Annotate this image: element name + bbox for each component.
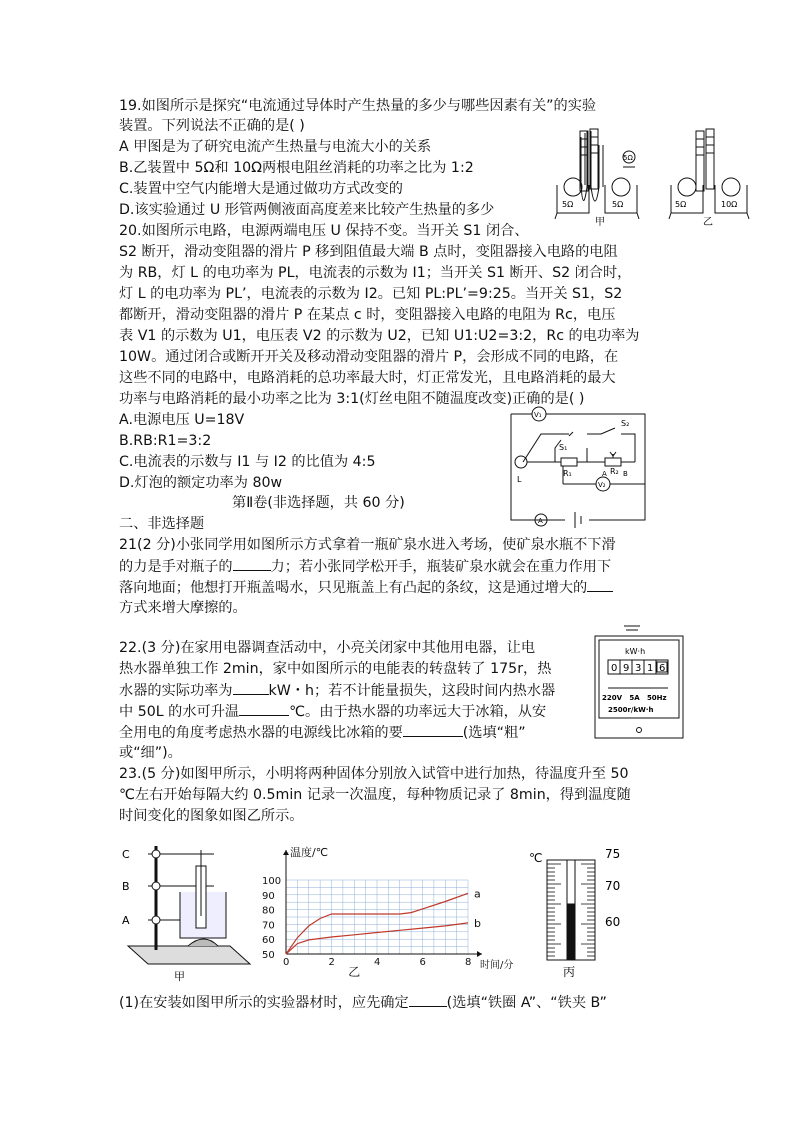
series-label-b: b — [474, 916, 481, 930]
q19-fig-caption-right: 乙 — [703, 217, 713, 228]
meter-spec: 220V 5A 50Hz — [602, 694, 667, 702]
part2-heading: 二、非选择题 — [119, 516, 205, 532]
meter-digit-3: 3 — [635, 663, 642, 674]
x-tick-label: 8 — [465, 957, 472, 968]
q22-line4-a: 中 50L 的水可升温 — [119, 704, 240, 720]
q19-fig-r2: 5Ω — [612, 200, 624, 209]
meter-digit-1: 0 — [611, 663, 618, 674]
q20-line9: 功率与电路消耗的最小功率之比为 3:1(灯丝电阻不随温度改变)正确的是( ) — [119, 391, 585, 407]
q22-line2: 热水器单独工作 2min，家中如图所示的电能表的转盘转了 175r，热 — [119, 661, 552, 677]
apparatus-label-c: C — [122, 848, 130, 861]
q22-line5-a: 全用电的角度考虑热水器的电源线比冰箱的要 — [119, 725, 403, 741]
apparatus-caption: 甲 — [174, 970, 185, 983]
q22-line3-a: 水器的实际功率为 — [119, 683, 233, 699]
q20-fig-s2: S₂ — [621, 419, 630, 428]
q20-fig-pb: B — [623, 470, 628, 478]
y-tick-label: 90 — [262, 890, 275, 902]
y-tick-label: 50 — [262, 950, 275, 961]
q20-option-c: C.电流表的示数与 I1 与 I2 的比值为 4:5 — [119, 454, 376, 470]
q19-fig-r3: 5Ω — [675, 200, 687, 209]
apparatus-label-b: B — [122, 880, 130, 893]
thermo-unit: ℃ — [529, 851, 543, 865]
q21-line4: 方式来增大摩擦的。 — [119, 600, 247, 616]
chart-caption: 乙 — [348, 965, 361, 979]
q20-fig-ammeter: A — [538, 517, 543, 525]
apparatus-label-a: A — [122, 914, 130, 927]
q23-sub1 — [119, 992, 607, 1013]
temperature-time-chart — [258, 842, 514, 982]
q19-option-a: A 甲图是为了研究电流产生热量与电流大小的关系 — [119, 139, 432, 155]
q20-fig-r2: R₂ — [610, 467, 619, 476]
thermo-75: 75 — [605, 847, 621, 861]
q20-line8: 这些不同的电路中，电路消耗的总功率最大时，灯正常发光，且电路消耗的最大 — [119, 370, 616, 386]
thermo-60: 60 — [605, 915, 621, 929]
q21-blank-1[interactable] — [233, 556, 271, 571]
q21-line2 — [119, 556, 611, 577]
x-tick-label: 0 — [283, 957, 290, 968]
q19-option-b: B.乙装置中 5Ω和 10Ω两根电阻丝消耗的功率之比为 1:2 — [119, 160, 474, 176]
q19-fig-r4: 10Ω — [721, 200, 738, 209]
q19-fig-top-r: 5Ω — [623, 154, 633, 162]
q23-thermometer-figure — [525, 846, 635, 980]
q23-sub1-a: (1)在安装如图甲所示的实验器材时，应先确定 — [119, 995, 409, 1011]
y-tick-label: 100 — [262, 876, 282, 887]
y-tick-label: 60 — [262, 935, 275, 947]
q19-figure — [553, 127, 755, 227]
x-tick-label: 4 — [374, 957, 381, 968]
q19-fig-r1: 5Ω — [562, 200, 574, 209]
q20-fig-v1: V₁ — [534, 411, 542, 419]
q22-line3-b: kW・h；若不计能量损失，这段时间内热水器 — [268, 683, 556, 699]
part2-title: 第Ⅱ卷(非选择题，共 60 分) — [232, 495, 405, 511]
q20-fig-v2: V₂ — [598, 481, 606, 489]
q23-line2: ℃左右开始每隔大约 0.5min 记录一次温度，每种物质记录了 8min，得到温度随 — [119, 787, 631, 803]
y-tick-label: 70 — [262, 920, 275, 932]
q20-option-b: B.RB:R1=3:2 — [119, 433, 212, 449]
q22-blank-3[interactable] — [403, 722, 463, 737]
q19-line1: 19.如图所示是探究“电流通过导体时产生热量的多少与哪些因素有关”的实验 — [119, 98, 597, 114]
meter-unit: kW·h — [625, 647, 646, 656]
y-axis-arrow — [283, 850, 289, 855]
q19-line2: 装置。下列说法不正确的是( ) — [119, 118, 305, 134]
q22-line5 — [119, 722, 526, 743]
q20-option-a: A.电源电压 U=18V — [119, 412, 245, 428]
q19-fig-caption-left: 甲 — [595, 217, 605, 228]
q20-fig-r1: R₁ — [563, 469, 572, 478]
q20-line6: 表 V1 的示数为 U1，电压表 V2 的示数为 U2，已知 U1:U2=3:2，Rc 的电功率为 — [119, 328, 640, 344]
y-tick-label: 80 — [262, 905, 275, 917]
q22-line3 — [119, 680, 555, 701]
q20-line1: 20.如图所示电路，电源两端电压 U 保持不变。当开关 S1 闭合、 — [119, 223, 529, 239]
y-axis-label: 温度/℃ — [290, 846, 329, 859]
q20-line5: 都断开，滑动变阻器的滑片 P 在某点 c 时，变阻器接入电路的电阻为 Rc，电压 — [119, 307, 616, 323]
meter-digit-2: 9 — [623, 663, 630, 674]
series-label-a: a — [474, 887, 481, 901]
q20-line2: S2 断开，滑动变阻器的滑片 P 移到阻值最大端 B 点时，变阻器接入电路的电阻 — [119, 244, 618, 260]
x-axis-arrow — [477, 951, 482, 957]
q21-line1: 21(2 分)小张同学用如图所示方式拿着一瓶矿泉水进入考场，使矿泉水瓶不下滑 — [119, 537, 616, 553]
q23-sub1-b: (选填“铁圈 A”、“铁夹 B” — [446, 995, 607, 1011]
x-axis-label: 时间/分 — [480, 960, 514, 971]
q20-line7: 10W。通过闭合或断开开关及移动滑动变阻器的滑片 P，会形成不同的电路，在 — [119, 349, 619, 365]
x-tick-label: 2 — [328, 957, 335, 968]
q23-line3: 时间变化的图象如图乙所示。 — [119, 808, 304, 824]
q20-line4: 灯 L 的电功率为 PL’，电流表的示数为 I2。已知 PL:PL’=9:25。当开关 S1，S2 — [119, 286, 623, 302]
q21-line2-b: 力；若小张同学松开手，瓶装矿泉水就会在重力作用下 — [270, 559, 612, 575]
q21-line3 — [119, 577, 613, 598]
q19-option-c: C.装置中空气内能增大是通过做功方式改变的 — [119, 181, 403, 197]
q23-blank-1[interactable] — [409, 992, 447, 1007]
q21-blank-2[interactable] — [587, 577, 613, 592]
x-tick-label: 6 — [419, 957, 426, 968]
q22-line4-b: ℃。由于热水器的功率远大于冰箱，从安 — [289, 704, 547, 720]
q22-line6: 或“细”)。 — [119, 745, 182, 761]
q20-fig-s1: S₁ — [559, 443, 568, 452]
q20-option-d: D.灯泡的额定功率为 80w — [119, 475, 283, 491]
q20-fig-pa: A — [602, 470, 607, 478]
q20-fig-lamp: L — [517, 475, 522, 484]
thermo-70: 70 — [605, 879, 621, 893]
q21-line2-a: 的力是手对瓶子的 — [119, 559, 233, 575]
q20-line3: 为 RB，灯 L 的电功率为 PL，电流表的示数为 I1；当开关 S1 断开、S2 闭合时， — [119, 265, 632, 281]
meter-digit-4: 1 — [647, 663, 654, 674]
q21-line3-text: 落向地面；他想打开瓶盖喝水，只见瓶盖上有凸起的条纹，这是通过增大的 — [119, 580, 588, 596]
q20-circuit-figure — [503, 410, 653, 528]
q22-line5-b: (选填“粗” — [462, 725, 526, 741]
thermo-caption: 丙 — [563, 965, 576, 979]
q19-option-d: D.该实验通过 U 形管两侧液面高度差来比较产生热量的多少 — [119, 202, 495, 218]
meter-rate: 2500r/kW·h — [608, 706, 654, 714]
q22-line4 — [119, 701, 546, 722]
q23-apparatus-figure — [118, 842, 256, 982]
q23-line1: 23.(5 分)如图甲所示，小明将两种固体分别放入试管中进行加热，待温度升至 50 — [119, 766, 629, 782]
q22-energy-meter — [592, 622, 686, 742]
q22-line1: 22.(3 分)在家用电器调查活动中，小亮关闭家中其他用电器，让电 — [119, 640, 536, 656]
q22-blank-1[interactable] — [233, 680, 269, 695]
meter-digit-5: 6 — [659, 663, 666, 674]
q22-blank-2[interactable] — [239, 701, 289, 716]
